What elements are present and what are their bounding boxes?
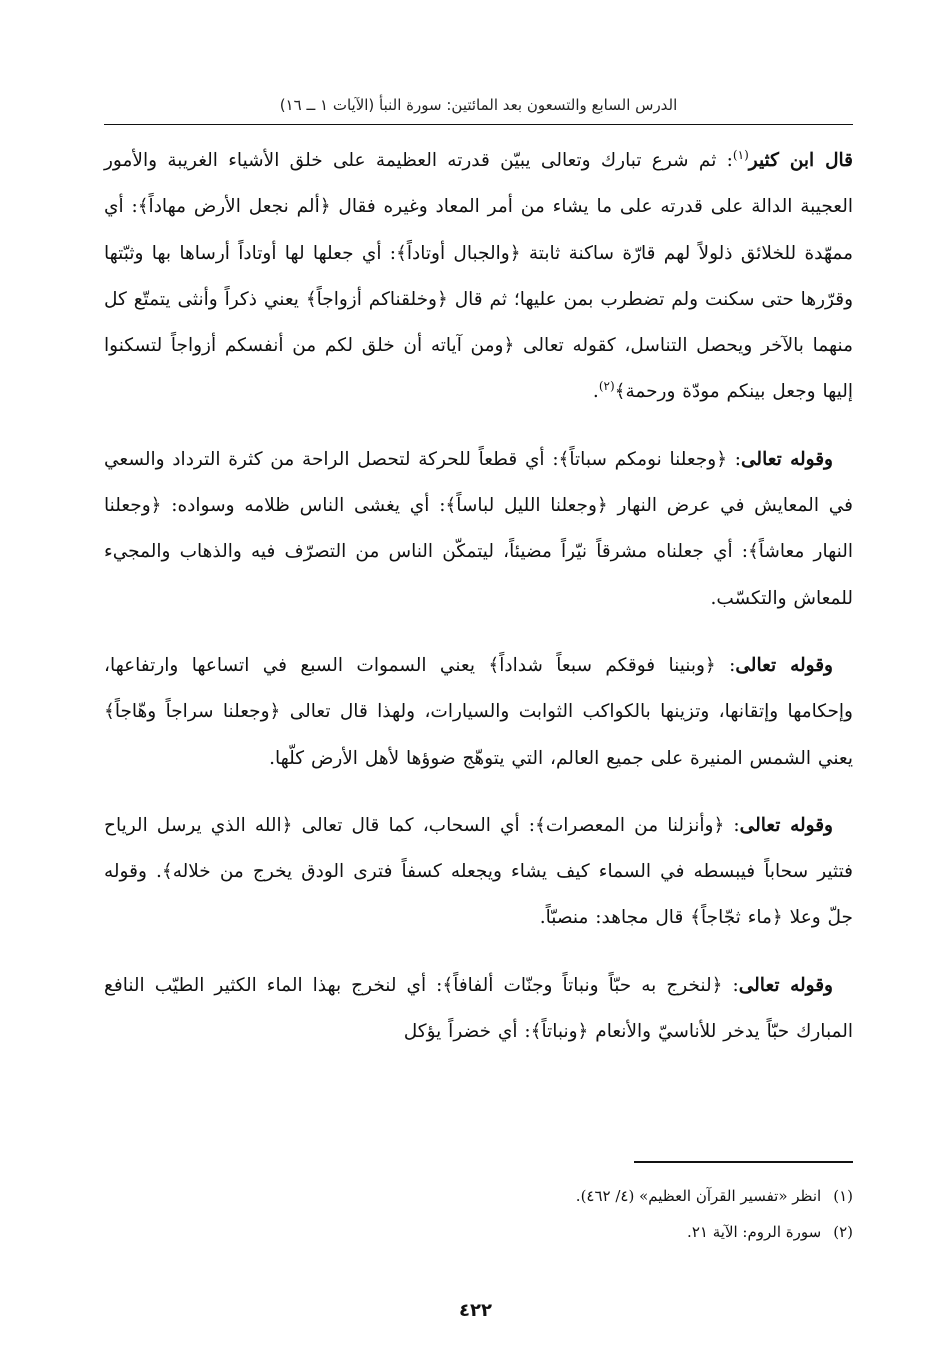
paragraph-1 (104, 138, 853, 416)
footnote-2 (104, 1214, 853, 1250)
footnote-number: (٢) (833, 1223, 853, 1241)
paragraph-end: . (592, 381, 599, 403)
main-text (104, 138, 853, 1076)
paragraph-4 (104, 803, 853, 942)
paragraph-lead: وقوله تعالى (735, 654, 833, 676)
header-divider (104, 124, 853, 125)
paragraph-text: : ﴿وأنزلنا من المعصرات﴾: أي السحاب، كما قال تعالى ﴿الله الذي يرسل الرياح فتثير سحاباً فيبسطه في السماء كيف يشاء ويجعله كسفاً فترى الودق يخرج من خلاله﴾. وقوله جلّ وعلا ﴿ماء ثجّاجاً﴾ قال مجاهد: منصبّاً. (104, 814, 853, 929)
page-number: ٤٢٢ (459, 1300, 492, 1321)
footnote-divider (634, 1161, 853, 1163)
paragraph-lead: وقوله تعالى (739, 814, 833, 836)
paragraph-lead: قال ابن كثير (748, 150, 853, 171)
paragraph-3 (104, 643, 853, 782)
paragraph-text: : ثم شرع تبارك وتعالى يبيّن قدرته العظيمة على خلق الأشياء الغريبة والأمور العجيبة الدالة على قدرته على ما يشاء من أمر المعاد وغيره فقال ﴿ألم نجعل الأرض مهاداً﴾: أي ممهّدة للخلائق ذلولاً لهم قارّة ساكنة ثابتة ﴿والجبال أوتاداً﴾: أي جعلها لها أوتاداً أرساها بها وثبّتها وقرّرها حتى سكنت ولم تضطرب بمن عليها؛ ثم قال ﴿وخلقناكم أزواجاً﴾ يعني ذكراً وأنثى يتمتّع كل منهما بالآخر ويحصل التناسل، كقوله تعالى ﴿ومن آياته أن خلق لكم من أنفسكم أزواجاً لتسكنوا إليها وجعل بينكم مودّة ورحمة﴾ (104, 150, 853, 403)
paragraph-text: : ﴿لنخرج به حبّاً ونباتاً وجنّات ألفافاً﴾: أي لنخرج بهذا الماء الكثير الطيّب النافع المبارك حبّاً يدخر للأناسيّ والأنعام ﴿ونباتاً﴾: أي خضراً يؤكل (104, 974, 853, 1043)
footnote-text: انظر «تفسير القرآن العظيم» (٤/ ٤٦٢). (575, 1187, 822, 1205)
paragraph-text: : ﴿وبنينا فوقكم سبعاً شداداً﴾ يعني السموات السبع في اتساعها وارتفاعها، وإحكامها وإتقانها، وتزينها بالكواكب الثوابت والسيارات، ولهذا قال تعالى ﴿وجعلنا سراجاً وهّاجاً﴾ يعني الشمس المنيرة على جميع العالم، التي يتوهّج ضوؤها لأهل الأرض كلّها. (104, 654, 853, 769)
paragraph-5 (104, 963, 853, 1056)
running-header: الدرس السابع والتسعون بعد المائتين: سورة النبأ (الآيات ١ ــ ١٦) (279, 96, 678, 114)
footnotes (104, 1178, 853, 1250)
footnote-number: (١) (833, 1187, 853, 1205)
paragraph-2 (104, 437, 853, 622)
paragraph-lead: وقوله تعالى (741, 448, 833, 470)
footnote-1 (104, 1178, 853, 1214)
footnote-ref-1[interactable]: (١) (732, 147, 749, 162)
footnote-text: سورة الروم: الآية ٢١. (687, 1223, 822, 1241)
paragraph-text: : ﴿وجعلنا نومكم سباتاً﴾: أي قطعاً للحركة لتحصل الراحة من كثرة الترداد والسعي في المعايش في عرض النهار ﴿وجعلنا الليل لباساً﴾: أي يغشى الناس ظلامه وسواده: ﴿وجعلنا النهار معاشاً﴾: أي جعلناه مشرقاً نيّراً مضيئاً، ليتمكّن الناس من التصرّف فيه والذهاب والمجيء للمعاش والتكسّب. (104, 448, 853, 609)
footnote-ref-2[interactable]: (٢) (598, 379, 615, 394)
paragraph-lead: وقوله تعالى (738, 974, 833, 996)
